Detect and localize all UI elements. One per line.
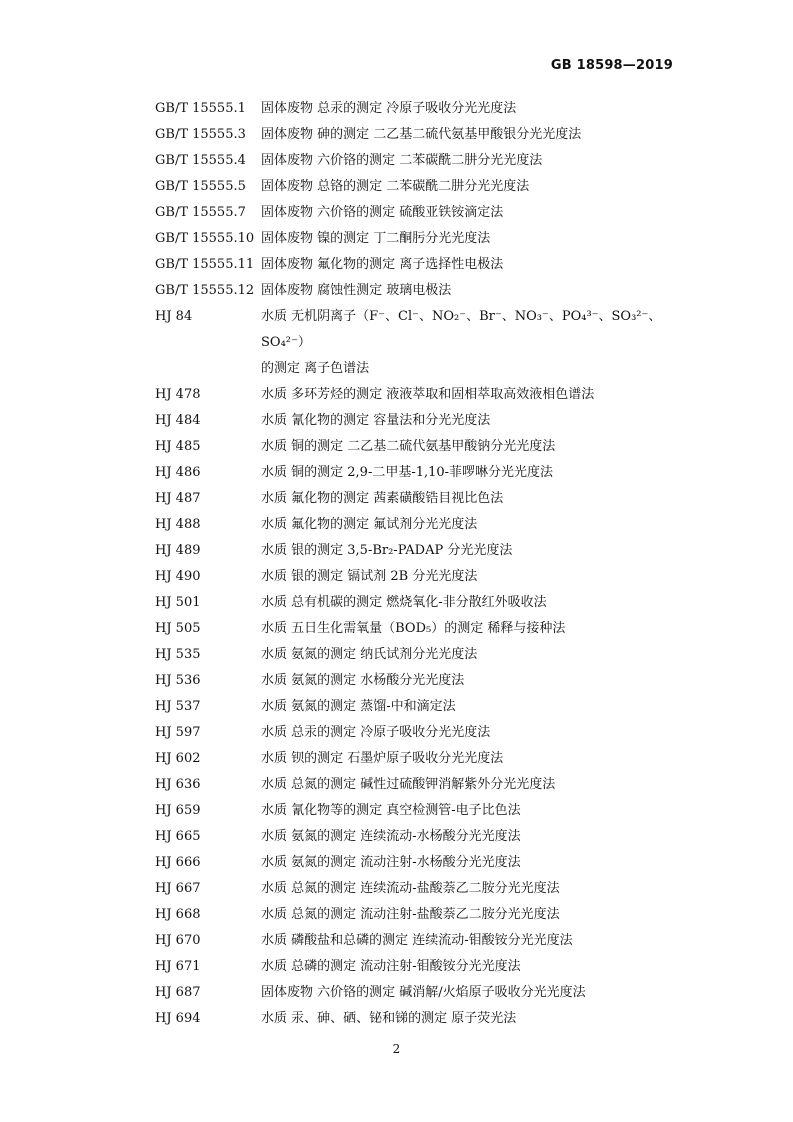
reference-code: HJ 602: [155, 751, 201, 766]
reference-code: HJ 487: [155, 491, 201, 506]
reference-title: [261, 512, 675, 538]
reference-code: GB/T 15555.3: [155, 127, 246, 142]
reference-row: [155, 746, 675, 772]
reference-title-line: 水质 无机阴离子（F⁻、Cl⁻、NO₂⁻、Br⁻、NO₃⁻、PO₄³⁻、SO₃²⁻、SO₄²⁻）: [261, 309, 662, 350]
reference-title-line: 水质 钡的测定 石墨炉原子吸收分光光度法: [261, 751, 504, 766]
reference-title-line: 水质 氟化物的测定 氟试剂分光光度法: [261, 517, 478, 532]
reference-row: [155, 304, 675, 382]
reference-code: HJ 490: [155, 569, 201, 584]
reference-code: HJ 485: [155, 439, 201, 454]
reference-title: [261, 954, 675, 980]
reference-code: GB/T 15555.4: [155, 153, 246, 168]
reference-title-line: 的测定 离子色谱法: [261, 361, 370, 376]
reference-title-line: 固体废物 腐蚀性测定 玻璃电极法: [261, 283, 452, 298]
reference-row: [155, 252, 675, 278]
reference-title-line: 水质 总磷的测定 流动注射-钼酸铵分光光度法: [261, 959, 521, 974]
reference-row: [155, 798, 675, 824]
reference-title: [261, 538, 675, 564]
reference-code: GB/T 15555.5: [155, 179, 246, 194]
reference-code: HJ 505: [155, 621, 201, 636]
reference-title-line: 水质 铜的测定 2,9-二甲基-1,10-菲啰啉分光光度法: [261, 465, 554, 480]
reference-code: GB/T 15555.1: [155, 101, 246, 116]
reference-title: [261, 382, 675, 408]
reference-title: [261, 590, 675, 616]
reference-title: [261, 824, 675, 850]
reference-row: [155, 460, 675, 486]
reference-code: HJ 597: [155, 725, 201, 740]
reference-title: [261, 252, 675, 278]
page-number: 2: [392, 1042, 401, 1056]
reference-title: [261, 408, 675, 434]
reference-code: HJ 668: [155, 907, 201, 922]
reference-code: HJ 659: [155, 803, 201, 818]
reference-title-line: 水质 总氮的测定 流动注射-盐酸萘乙二胺分光光度法: [261, 907, 560, 922]
reference-title-line: 水质 磷酸盐和总磷的测定 连续流动-钼酸铵分光光度法: [261, 933, 573, 948]
reference-row: [155, 876, 675, 902]
reference-title-line: 水质 总氮的测定 连续流动-盐酸萘乙二胺分光光度法: [261, 881, 560, 896]
reference-row: [155, 772, 675, 798]
reference-title: [261, 148, 675, 174]
reference-code: HJ 666: [155, 855, 201, 870]
reference-title-line: 固体废物 砷的测定 二乙基二硫代氨基甲酸银分光光度法: [261, 127, 582, 142]
reference-code: HJ 501: [155, 595, 201, 610]
reference-code: HJ 636: [155, 777, 201, 792]
reference-title-line: 固体废物 六价铬的测定 碱消解/火焰原子吸收分光光度法: [261, 985, 586, 1000]
reference-row: [155, 408, 675, 434]
reference-title-line: 水质 氨氮的测定 蒸馏-中和滴定法: [261, 699, 456, 714]
reference-title-line: 水质 氨氮的测定 纳氏试剂分光光度法: [261, 647, 478, 662]
reference-title-line: 固体废物 氟化物的测定 离子选择性电极法: [261, 257, 504, 272]
reference-title-line: 水质 多环芳烃的测定 液液萃取和固相萃取高效液相色谱法: [261, 387, 595, 402]
reference-title: [261, 668, 675, 694]
reference-code: HJ 486: [155, 465, 201, 480]
standard-code-header: GB 18598—2019: [550, 58, 673, 73]
reference-row: [155, 590, 675, 616]
reference-row: [155, 642, 675, 668]
reference-title: [261, 122, 675, 148]
reference-row: [155, 434, 675, 460]
reference-title: [261, 96, 675, 122]
reference-code: HJ 536: [155, 673, 201, 688]
reference-row: [155, 122, 675, 148]
reference-title: [261, 174, 675, 200]
reference-code: HJ 694: [155, 1011, 201, 1026]
reference-row: [155, 928, 675, 954]
reference-row: [155, 512, 675, 538]
reference-row: [155, 902, 675, 928]
reference-code: HJ 665: [155, 829, 201, 844]
reference-code: GB/T 15555.10: [155, 231, 255, 246]
reference-title: [261, 226, 675, 252]
reference-title: [261, 928, 675, 954]
reference-title: [261, 564, 675, 590]
reference-row: [155, 694, 675, 720]
reference-code: HJ 670: [155, 933, 201, 948]
reference-code: GB/T 15555.7: [155, 205, 246, 220]
reference-title: [261, 278, 675, 304]
reference-row: [155, 720, 675, 746]
reference-row: [155, 486, 675, 512]
reference-title-line: 水质 银的测定 镉试剂 2B 分光光度法: [261, 569, 478, 584]
reference-row: [155, 174, 675, 200]
reference-title-line: 水质 总有机碳的测定 燃烧氧化-非分散红外吸收法: [261, 595, 547, 610]
reference-code: HJ 671: [155, 959, 201, 974]
reference-code: HJ 484: [155, 413, 201, 428]
reference-title-line: 固体废物 总汞的测定 冷原子吸收分光光度法: [261, 101, 517, 116]
reference-title-line: 水质 氟化物的测定 茜素磺酸锆目视比色法: [261, 491, 504, 506]
reference-title-line: 水质 总氮的测定 碱性过硫酸钾消解紫外分光光度法: [261, 777, 556, 792]
reference-row: [155, 980, 675, 1006]
reference-row: [155, 226, 675, 252]
reference-title: [261, 616, 675, 642]
reference-row: [155, 668, 675, 694]
reference-code: HJ 687: [155, 985, 201, 1000]
reference-title: [261, 772, 675, 798]
reference-title: [261, 1006, 675, 1032]
reference-row: [155, 200, 675, 226]
reference-code: GB/T 15555.12: [155, 283, 255, 298]
reference-row: [155, 954, 675, 980]
reference-title-line: 固体废物 六价铬的测定 二苯碳酰二肼分光光度法: [261, 153, 543, 168]
reference-code: HJ 84: [155, 309, 193, 324]
reference-title: [261, 642, 675, 668]
reference-row: [155, 1006, 675, 1032]
reference-row: [155, 382, 675, 408]
reference-title-line: 水质 银的测定 3,5-Br₂-PADAP 分光光度法: [261, 543, 513, 558]
reference-code: HJ 489: [155, 543, 201, 558]
reference-title: [261, 876, 675, 902]
reference-row: [155, 96, 675, 122]
reference-title: [261, 720, 675, 746]
reference-title: [261, 460, 675, 486]
reference-title-line: 水质 五日生化需氧量（BOD₅）的测定 稀释与接种法: [261, 621, 566, 636]
reference-title-line: 水质 氨氮的测定 连续流动-水杨酸分光光度法: [261, 829, 521, 844]
reference-title: [261, 850, 675, 876]
reference-row: [155, 850, 675, 876]
reference-code: HJ 535: [155, 647, 201, 662]
reference-title: [261, 486, 675, 512]
reference-code: HJ 488: [155, 517, 201, 532]
reference-row: [155, 278, 675, 304]
reference-title: [261, 746, 675, 772]
reference-title-line: 固体废物 镍的测定 丁二酮肟分光光度法: [261, 231, 491, 246]
reference-title-line: 水质 总汞的测定 冷原子吸收分光光度法: [261, 725, 491, 740]
reference-title: [261, 200, 675, 226]
reference-title-line: 水质 氨氮的测定 水杨酸分光光度法: [261, 673, 465, 688]
reference-title-line: 水质 氰化物等的测定 真空检测管-电子比色法: [261, 803, 521, 818]
reference-title: [261, 304, 675, 382]
reference-code: HJ 667: [155, 881, 201, 896]
reference-title: [261, 434, 675, 460]
reference-title: [261, 980, 675, 1006]
reference-title: [261, 694, 675, 720]
reference-row: [155, 148, 675, 174]
reference-code: HJ 537: [155, 699, 201, 714]
reference-title-line: 水质 铜的测定 二乙基二硫代氨基甲酸钠分光光度法: [261, 439, 556, 454]
normative-references-list: [155, 96, 675, 1032]
reference-code: HJ 478: [155, 387, 201, 402]
reference-title: [261, 902, 675, 928]
reference-code: GB/T 15555.11: [155, 257, 255, 272]
reference-title-line: 固体废物 总铬的测定 二苯碳酰二肼分光光度法: [261, 179, 530, 194]
reference-row: [155, 564, 675, 590]
reference-title: [261, 798, 675, 824]
reference-title-line: 固体废物 六价铬的测定 硫酸亚铁铵滴定法: [261, 205, 504, 220]
reference-title-line: 水质 氰化物的测定 容量法和分光光度法: [261, 413, 491, 428]
reference-row: [155, 538, 675, 564]
reference-row: [155, 616, 675, 642]
reference-title-line: 水质 氨氮的测定 流动注射-水杨酸分光光度法: [261, 855, 521, 870]
reference-row: [155, 824, 675, 850]
reference-title-line: 水质 汞、砷、硒、铋和锑的测定 原子荧光法: [261, 1011, 517, 1026]
